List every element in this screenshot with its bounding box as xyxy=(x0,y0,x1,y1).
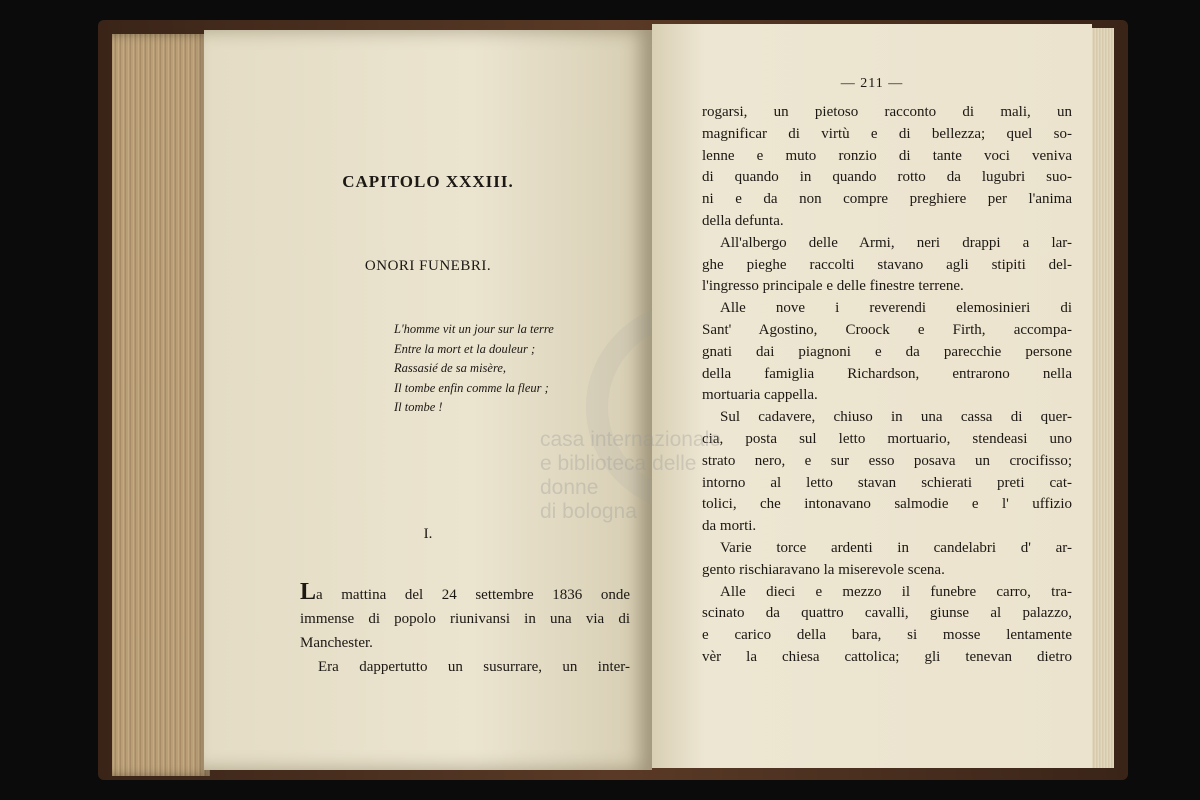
book-fore-edge xyxy=(112,34,210,776)
text-line: e carico della bara, si mosse lentamente xyxy=(702,627,1072,644)
text-line: lenne e muto ronzio di tante voci veniva xyxy=(702,147,1072,164)
text-line: Alle dieci e mezzo il funebre carro, tra- xyxy=(720,583,1072,600)
library-watermark xyxy=(540,428,760,524)
watermark-line: casa internazionale xyxy=(540,428,721,451)
epigraph-line: Il tombe ! xyxy=(394,400,443,414)
watermark-line: e biblioteca delle donne xyxy=(540,452,697,499)
epigraph xyxy=(394,320,634,418)
text-line: da morti. xyxy=(702,518,757,535)
right-body-text xyxy=(702,102,1072,669)
text-line-content: a mattina del 24 settembre 1836 onde xyxy=(316,587,630,603)
drop-cap: L xyxy=(300,579,317,605)
chapter-subtitle: ONORI FUNEBRI. xyxy=(364,258,492,274)
text-line: di quando in quando rotto da lugubri suo- xyxy=(702,169,1072,186)
left-page xyxy=(204,30,652,770)
text-line: ni e da non compre preghiere per l'anima xyxy=(702,191,1072,208)
text-line: scinato da quattro cavalli, giunse al palazzo, xyxy=(702,605,1072,622)
text-line: intorno al letto stavan schierati preti cat- xyxy=(702,474,1072,491)
page-number: — 211 — xyxy=(840,76,904,91)
text-line: gnati dai piagnoni e da parecchie persone xyxy=(702,343,1072,360)
text-line: rogarsi, un pietoso racconto di mali, un xyxy=(702,104,1072,120)
left-body-text xyxy=(300,580,630,679)
text-line: Sant' Agostino, Croock e Firth, accompa- xyxy=(702,321,1072,338)
text-line: Era dappertutto un susurrare, un inter- xyxy=(318,659,630,675)
section-number: I. xyxy=(423,526,433,542)
text-line: Alle nove i reverendi elemosinieri di xyxy=(720,300,1072,317)
text-line: vèr la chiesa cattolica; gli tenevan dietro xyxy=(702,648,1072,665)
epigraph-line: Rassasié de sa misère, xyxy=(394,361,507,375)
epigraph-line: Il tombe enfin comme la fleur ; xyxy=(394,380,549,395)
watermark-line: di bologna xyxy=(540,500,637,523)
text-line: tolici, che intonavano salmodie e l' uffizio xyxy=(702,496,1072,513)
epigraph-line: L'homme vit un jour sur la terre xyxy=(394,322,554,336)
text-line: strato nero, e sur esso posava un crocifisso; xyxy=(702,452,1072,469)
text-line: della defunta. xyxy=(702,212,784,229)
text-line: immense di popolo riunivansi in una via di xyxy=(300,611,630,627)
text-line: Sul cadavere, chiuso in una cassa di quer- xyxy=(720,409,1072,426)
text-line: Manchester. xyxy=(300,635,373,651)
text-line: mortuaria cappella. xyxy=(702,387,818,404)
text-line: della famiglia Richardson, entrarono nella xyxy=(702,365,1072,382)
text-line xyxy=(300,580,630,607)
text-line: Varie torce ardenti in candelabri d' ar- xyxy=(720,539,1072,556)
epigraph-line: Entre la mort et la douleur ; xyxy=(394,341,536,356)
right-page xyxy=(652,24,1092,768)
text-line: All'albergo delle Armi, neri drappi a lar- xyxy=(720,234,1072,251)
text-line: l'ingresso principale e delle finestre terrene. xyxy=(702,278,964,295)
text-line: magnificar di virtù e di bellezza; quel so- xyxy=(702,125,1072,142)
text-line: gento rischiaravano la miserevole scena. xyxy=(702,561,945,578)
text-line: cia, posta sul letto mortuario, stendeasi uno xyxy=(702,430,1072,447)
text-line: ghe pieghe raccolti stavano agli stipiti del- xyxy=(702,256,1072,273)
chapter-title: CAPITOLO XXXIII. xyxy=(342,172,514,191)
